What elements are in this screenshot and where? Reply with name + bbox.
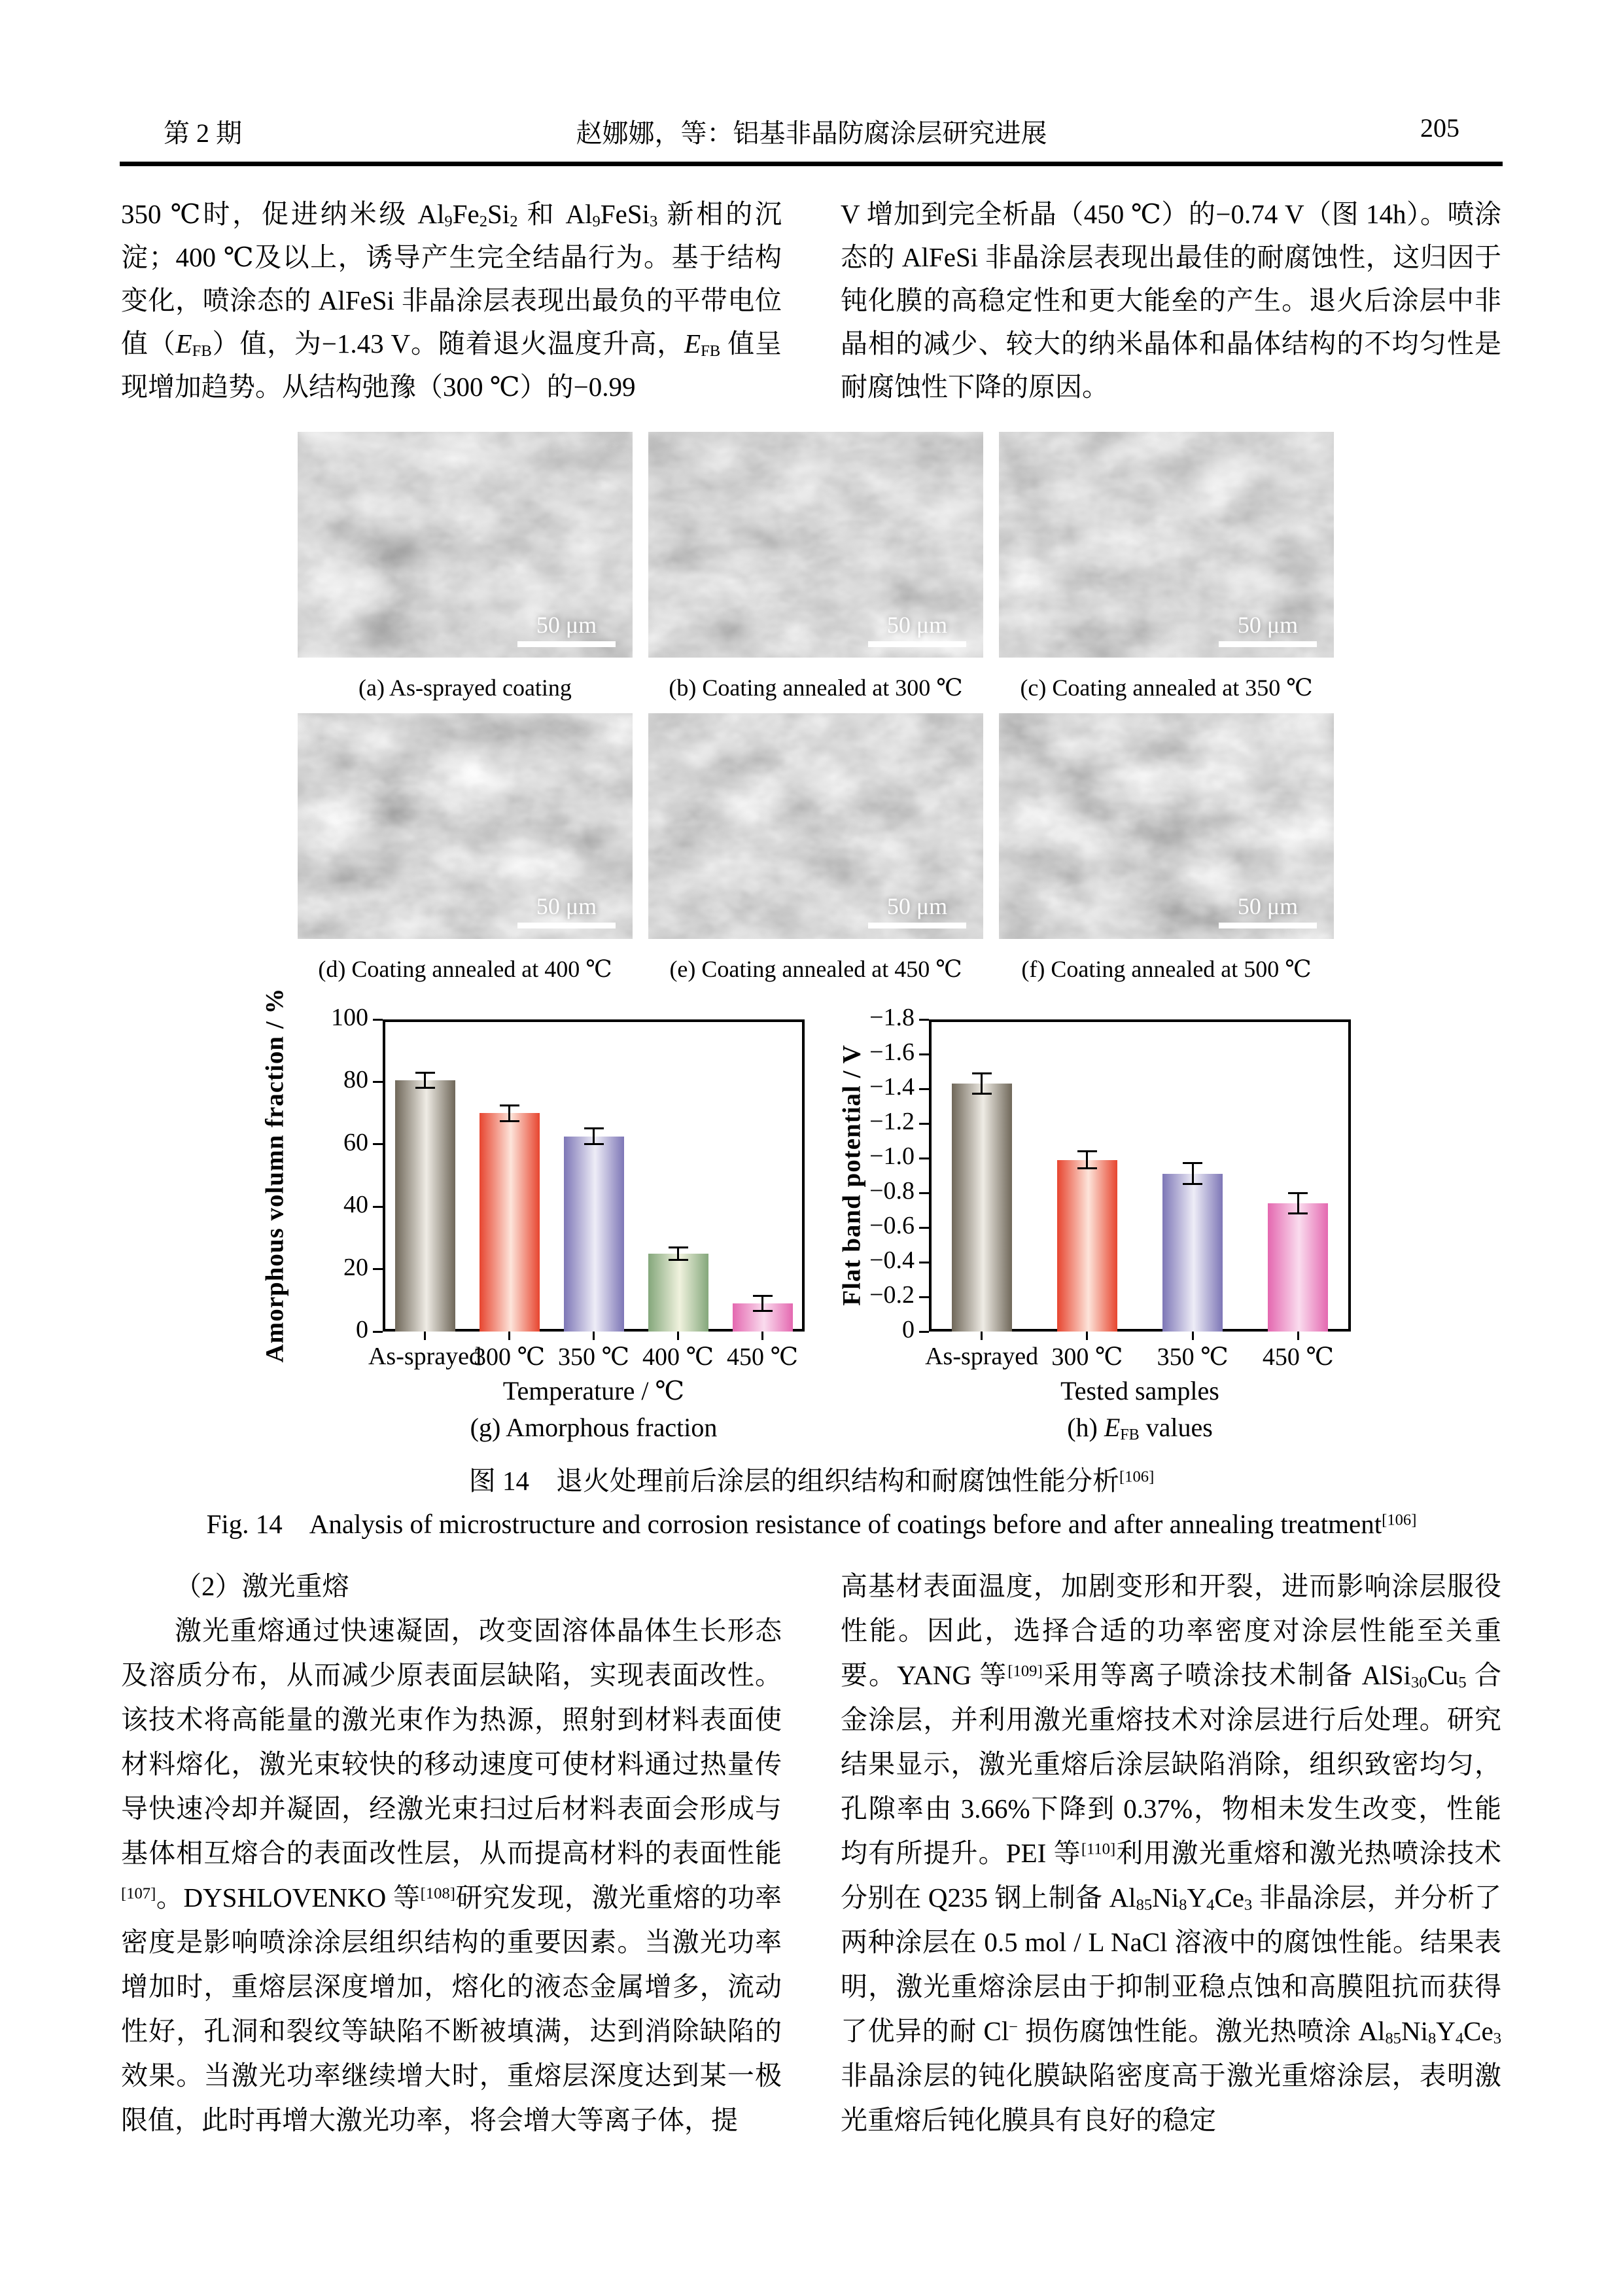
y-axis-tick bbox=[919, 1262, 929, 1263]
text-run: Cu bbox=[1427, 1660, 1459, 1690]
y-tick-label: −1.2 bbox=[869, 1108, 915, 1135]
journal-issue: 第 2 期 bbox=[164, 118, 242, 148]
y-tick-label: 0 bbox=[902, 1316, 915, 1343]
error-bar-line bbox=[981, 1073, 983, 1094]
bar-450-℃ bbox=[1268, 1203, 1328, 1332]
error-bar-line bbox=[1297, 1193, 1299, 1214]
text-run: [106] bbox=[1119, 1468, 1155, 1486]
paragraph-bottom-right bbox=[841, 1564, 1501, 2142]
text-run: Ce bbox=[1463, 2016, 1493, 2046]
error-bar-cap-bottom bbox=[972, 1093, 992, 1095]
x-axis-tick bbox=[508, 1332, 510, 1340]
paragraph-text bbox=[121, 192, 782, 408]
scale-bar-label: 50 μm bbox=[1237, 893, 1299, 919]
error-bar-line bbox=[677, 1247, 679, 1260]
y-tick-label: −0.2 bbox=[869, 1281, 915, 1309]
text-run: 3 bbox=[1244, 1896, 1253, 1914]
text-run: FB bbox=[1120, 1426, 1140, 1443]
text-run: 采用等离子喷涂技术制备 AlSi bbox=[1042, 1660, 1411, 1690]
text-run: E bbox=[684, 328, 701, 359]
text-run: Y bbox=[1187, 1882, 1207, 1913]
text-run: [109] bbox=[1007, 1662, 1043, 1680]
text-run: 值呈现增加趋势。从结构弛豫（300 ℃）的−0.99 bbox=[121, 328, 782, 402]
figure-caption-zh bbox=[0, 1459, 1623, 1498]
y-axis-tick bbox=[919, 1088, 929, 1090]
error-bar-cap-top bbox=[1077, 1150, 1097, 1152]
y-tick-label: −0.8 bbox=[869, 1177, 915, 1205]
error-bar-cap-bottom bbox=[415, 1087, 435, 1089]
sem-micrograph-e bbox=[648, 713, 983, 939]
bar-300-℃ bbox=[1057, 1160, 1117, 1332]
error-bar-cap-top bbox=[972, 1072, 992, 1074]
text-run: 85 bbox=[1385, 2029, 1401, 2047]
y-tick-label: −1.4 bbox=[869, 1073, 915, 1101]
bar-As-sprayed bbox=[952, 1084, 1012, 1332]
sem-micrograph-f bbox=[999, 713, 1334, 939]
bar-350-℃ bbox=[564, 1137, 624, 1332]
y-axis-tick bbox=[373, 1143, 383, 1145]
x-tick-label: 450 ℃ bbox=[726, 1343, 798, 1371]
text-run: 30 bbox=[1410, 1673, 1427, 1691]
text-run: [107] bbox=[121, 1884, 156, 1903]
bar-350-℃ bbox=[1162, 1174, 1223, 1332]
x-tick-label: 350 ℃ bbox=[557, 1343, 629, 1371]
text-run: 合金涂层，并利用激光重熔技术对涂层进行后处理。研究结果显示，激光重熔后涂层缺陷消除，组织致密均匀，孔隙率由 3.66%下降到 0.37%，物相未发生改变，性能均有所提升。PEI 等 bbox=[841, 1660, 1501, 1868]
text-run: [108] bbox=[420, 1884, 455, 1903]
x-tick-label: As-sprayed bbox=[368, 1343, 482, 1370]
sem-caption: (f) Coating annealed at 500 ℃ bbox=[1021, 956, 1312, 982]
text-run: − bbox=[1009, 2018, 1019, 2036]
text-run: 非晶涂层的钝化膜缺陷密度高于激光重熔涂层，表明激光重熔后钝化膜具有良好的稳定 bbox=[841, 2060, 1501, 2135]
text-run: 损伤腐蚀性能。激光热喷涂 Al bbox=[1018, 2016, 1386, 2046]
text-run: Si bbox=[487, 199, 510, 229]
error-bar-cap-top bbox=[753, 1295, 773, 1297]
scale-bar-line bbox=[1219, 923, 1317, 928]
error-bar-line bbox=[1086, 1151, 1088, 1169]
y-tick-label: 20 bbox=[343, 1253, 368, 1281]
error-bar-cap-bottom bbox=[584, 1143, 604, 1145]
scale-bar bbox=[1219, 611, 1317, 647]
text-run: 研究发现，激光重熔的功率密度是影响喷涂涂层组织结构的重要因素。当激光功率增加时，重熔层深度增加，熔化的液态金属增多，流动性好，孔洞和裂纹等缺陷不断被填满，达到消除缺陷的效果。当激光功率继续增大时，重熔层深度达到某一极限值，此时再增大激光功率，将会增大等离子体，提 bbox=[121, 1882, 782, 2135]
y-axis-label: Flat band potential / V bbox=[837, 1044, 866, 1306]
sem-caption: (a) As-sprayed coating bbox=[358, 675, 572, 701]
x-axis-label: Temperature / ℃ bbox=[502, 1376, 685, 1405]
bar-300-℃ bbox=[480, 1113, 540, 1332]
sem-micrograph-c bbox=[999, 432, 1334, 658]
text-run: Y bbox=[1436, 2016, 1456, 2046]
y-axis-tick bbox=[373, 1081, 383, 1083]
chart-amorphous-fraction bbox=[255, 987, 808, 1466]
error-bar-line bbox=[593, 1129, 595, 1144]
y-axis-tick bbox=[373, 1019, 383, 1021]
error-bar-cap-top bbox=[584, 1127, 604, 1129]
scale-bar-label: 50 μm bbox=[886, 893, 948, 919]
text-run: [106] bbox=[1382, 1511, 1417, 1529]
y-axis-tick bbox=[919, 1296, 929, 1298]
y-axis-tick bbox=[373, 1331, 383, 1333]
text-run: 3 bbox=[650, 212, 658, 230]
y-axis-label: Amorphous volumn fraction / % bbox=[260, 987, 289, 1363]
text-run: 非晶涂层，并分析了两种涂层在 0.5 mol / L NaCl 溶液中的腐蚀性能。结果表明，激光重熔涂层由于抑制亚稳点蚀和高膜阻抗而获得了优异的耐 Cl bbox=[841, 1882, 1502, 2046]
y-axis-tick bbox=[919, 1123, 929, 1125]
text-run: 和 Al bbox=[517, 199, 593, 229]
text-run: ）值，为−1.43 V。随着退火温度升高， bbox=[211, 328, 685, 359]
paragraph-text bbox=[841, 192, 1501, 408]
x-axis-tick bbox=[593, 1332, 595, 1340]
figure-caption-en bbox=[0, 1502, 1623, 1541]
error-bar-line bbox=[1192, 1163, 1194, 1184]
sem-micrograph-a bbox=[298, 432, 633, 658]
y-tick-label: 0 bbox=[356, 1316, 368, 1343]
scale-bar bbox=[517, 892, 616, 928]
text-run: Fig. 14 Analysis of microstructure and corrosion resistance of coatings before and after annealing treatment bbox=[206, 1509, 1382, 1539]
text-run: Fe bbox=[452, 199, 480, 229]
text-run: E bbox=[175, 328, 192, 359]
text-run: （2）激光重熔 bbox=[175, 1571, 349, 1601]
scale-bar-label: 50 μm bbox=[1237, 612, 1299, 638]
error-bar-cap-bottom bbox=[669, 1259, 688, 1261]
scale-bar bbox=[868, 611, 966, 647]
y-axis-tick bbox=[919, 1157, 929, 1159]
text-run: V 增加到完全析晶（450 ℃）的−0.74 V（图 14h）。喷涂态的 AlFeSi 非晶涂层表现出最佳的耐腐蚀性，这归因于钝化膜的高稳定性和更大能垒的产生。退火后涂层中非晶相的减少、较大的纳米晶体和晶体结构的不均匀性是耐腐蚀性下降的原因。 bbox=[841, 199, 1501, 402]
y-axis-tick bbox=[919, 1192, 929, 1194]
text-run: FB bbox=[701, 342, 721, 360]
text-run: FB bbox=[192, 342, 212, 360]
y-tick-label: 80 bbox=[343, 1066, 368, 1094]
text-run: Ni bbox=[1401, 2016, 1428, 2046]
text-run: 4 bbox=[1206, 1896, 1215, 1914]
scale-bar-line bbox=[868, 641, 966, 647]
subsection-heading bbox=[121, 1564, 782, 1608]
scale-bar-line bbox=[1219, 641, 1317, 647]
error-bar-cap-bottom bbox=[500, 1120, 519, 1122]
error-bar-cap-top bbox=[1288, 1192, 1308, 1194]
bar-As-sprayed bbox=[395, 1080, 455, 1332]
page-number: 205 bbox=[1420, 113, 1459, 143]
bar-400-℃ bbox=[648, 1254, 708, 1332]
text-run: 5 bbox=[1458, 1673, 1467, 1691]
text-run: values bbox=[1139, 1413, 1213, 1442]
y-tick-label: −1.6 bbox=[869, 1038, 915, 1066]
text-run: (h) bbox=[1067, 1413, 1104, 1442]
text-run: Ni bbox=[1152, 1882, 1179, 1913]
chart-flat-band-potential bbox=[831, 1004, 1384, 1466]
text-run: [110] bbox=[1081, 1840, 1116, 1858]
chart-caption bbox=[383, 1412, 805, 1443]
error-bar-line bbox=[761, 1296, 763, 1311]
x-tick-label: 400 ℃ bbox=[642, 1343, 714, 1371]
paragraph-top-left bbox=[121, 192, 782, 408]
y-axis-tick bbox=[919, 1227, 929, 1229]
text-run: 激光重熔通过快速凝固，改变固溶体晶体生长形态及溶质分布，从而减少原表面层缺陷，实现表面改性。该技术将高能量的激光束作为热源，照射到材料表面使材料熔化，激光束较快的移动速度可使材料通过热量传导快速冷却并凝固，经激光束扫过后材料表面会形成与基体相互熔合的表面改性层，从而提高材料的表面性能 bbox=[121, 1616, 782, 1868]
text-run: 高基材表面温度，加剧变形和开裂，进而影响涂层服役性能。因此，选择合适的功率密度对涂层性能至关重要。YANG 等 bbox=[841, 1571, 1501, 1690]
text-run: 4 bbox=[1455, 2029, 1464, 2047]
error-bar-cap-top bbox=[415, 1072, 435, 1074]
y-axis-tick bbox=[919, 1331, 929, 1333]
text-run: 8 bbox=[1179, 1896, 1187, 1914]
error-bar-cap-bottom bbox=[1183, 1183, 1202, 1185]
text-run: Ce bbox=[1214, 1882, 1244, 1913]
x-axis-tick bbox=[1192, 1332, 1194, 1340]
x-tick-label: 300 ℃ bbox=[473, 1343, 545, 1371]
x-tick-label: 450 ℃ bbox=[1262, 1343, 1334, 1371]
scale-bar-line bbox=[868, 923, 966, 928]
text-run: 3 bbox=[1493, 2029, 1502, 2047]
text-run: E bbox=[1104, 1413, 1121, 1442]
sem-micrograph-b bbox=[648, 432, 983, 658]
x-axis-tick bbox=[981, 1332, 983, 1340]
text-run: 350 ℃时，促进纳米级 Al bbox=[121, 199, 445, 229]
paragraph-top-right bbox=[841, 192, 1501, 408]
error-bar-cap-bottom bbox=[753, 1310, 773, 1312]
scale-bar bbox=[517, 611, 616, 647]
y-tick-label: 60 bbox=[343, 1128, 368, 1156]
error-bar-cap-top bbox=[669, 1246, 688, 1248]
y-tick-label: −0.6 bbox=[869, 1212, 915, 1239]
y-tick-label: −1.8 bbox=[869, 1004, 915, 1031]
error-bar-line bbox=[424, 1072, 426, 1088]
y-tick-label: 100 bbox=[331, 1004, 368, 1031]
x-axis-tick bbox=[761, 1332, 763, 1340]
x-tick-label: 350 ℃ bbox=[1157, 1343, 1229, 1371]
text-run: 9 bbox=[444, 212, 453, 230]
scale-bar-label: 50 μm bbox=[886, 612, 948, 638]
x-axis-label: Tested samples bbox=[1060, 1376, 1219, 1405]
y-tick-label: 40 bbox=[343, 1191, 368, 1219]
scale-bar-label: 50 μm bbox=[536, 893, 597, 919]
text-run: 2 bbox=[510, 212, 518, 230]
x-axis-tick bbox=[1086, 1332, 1088, 1340]
y-axis-tick bbox=[919, 1019, 929, 1021]
error-bar-line bbox=[508, 1105, 510, 1121]
y-axis-tick bbox=[919, 1053, 929, 1055]
y-tick-label: −0.4 bbox=[869, 1246, 915, 1274]
error-bar-cap-top bbox=[1183, 1162, 1202, 1164]
y-axis-tick bbox=[373, 1206, 383, 1208]
error-bar-cap-bottom bbox=[1077, 1167, 1097, 1169]
text-run: FeSi bbox=[600, 199, 650, 229]
x-tick-label: As-sprayed bbox=[925, 1343, 1039, 1370]
scale-bar bbox=[1219, 892, 1317, 928]
paragraph-text bbox=[841, 1564, 1501, 2142]
text-run: 85 bbox=[1136, 1896, 1153, 1914]
text-run: 8 bbox=[1427, 2029, 1437, 2047]
chart-caption bbox=[929, 1412, 1351, 1443]
sem-caption: (e) Coating annealed at 450 ℃ bbox=[669, 956, 962, 982]
figure-14-micrograph-grid bbox=[298, 432, 1334, 995]
x-axis-tick bbox=[1297, 1332, 1299, 1340]
sem-caption: (c) Coating annealed at 350 ℃ bbox=[1020, 675, 1313, 701]
header-rule bbox=[120, 162, 1503, 166]
x-axis-tick bbox=[424, 1332, 426, 1340]
paragraph-text bbox=[121, 1608, 782, 2142]
error-bar-cap-bottom bbox=[1288, 1212, 1308, 1214]
running-title: 赵娜娜，等：铝基非晶防腐涂层研究进展 bbox=[576, 118, 1047, 148]
sem-caption: (d) Coating annealed at 400 ℃ bbox=[318, 956, 612, 982]
scale-bar-line bbox=[517, 641, 616, 647]
text-run: 新相的沉淀；400 ℃及以上，诱导产生完全结晶行为。基于结构变化，喷涂态的 AlFeSi 非晶涂层表现出最负的平带电位值（ bbox=[121, 199, 782, 359]
scale-bar bbox=[868, 892, 966, 928]
scale-bar-label: 50 μm bbox=[536, 612, 597, 638]
error-bar-cap-top bbox=[500, 1104, 519, 1106]
x-tick-label: 300 ℃ bbox=[1051, 1343, 1123, 1371]
text-run: (g) Amorphous fraction bbox=[470, 1413, 718, 1442]
scale-bar-line bbox=[517, 923, 616, 928]
text-run: 9 bbox=[592, 212, 601, 230]
sem-caption: (b) Coating annealed at 300 ℃ bbox=[669, 675, 963, 701]
text-run: 。DYSHLOVENKO 等 bbox=[156, 1882, 421, 1913]
paragraph-bottom-left bbox=[121, 1564, 782, 2142]
sem-micrograph-d bbox=[298, 713, 633, 939]
text-run: 图 14 退火处理前后涂层的组织结构和耐腐蚀性能分析 bbox=[468, 1466, 1119, 1496]
text-run: 2 bbox=[479, 212, 487, 230]
y-axis-tick bbox=[373, 1268, 383, 1270]
text-run: 利用激光重熔和激光热喷涂技术分别在 Q235 钢上制备 Al bbox=[841, 1838, 1502, 1913]
x-axis-tick bbox=[677, 1332, 679, 1340]
y-tick-label: −1.0 bbox=[869, 1142, 915, 1170]
